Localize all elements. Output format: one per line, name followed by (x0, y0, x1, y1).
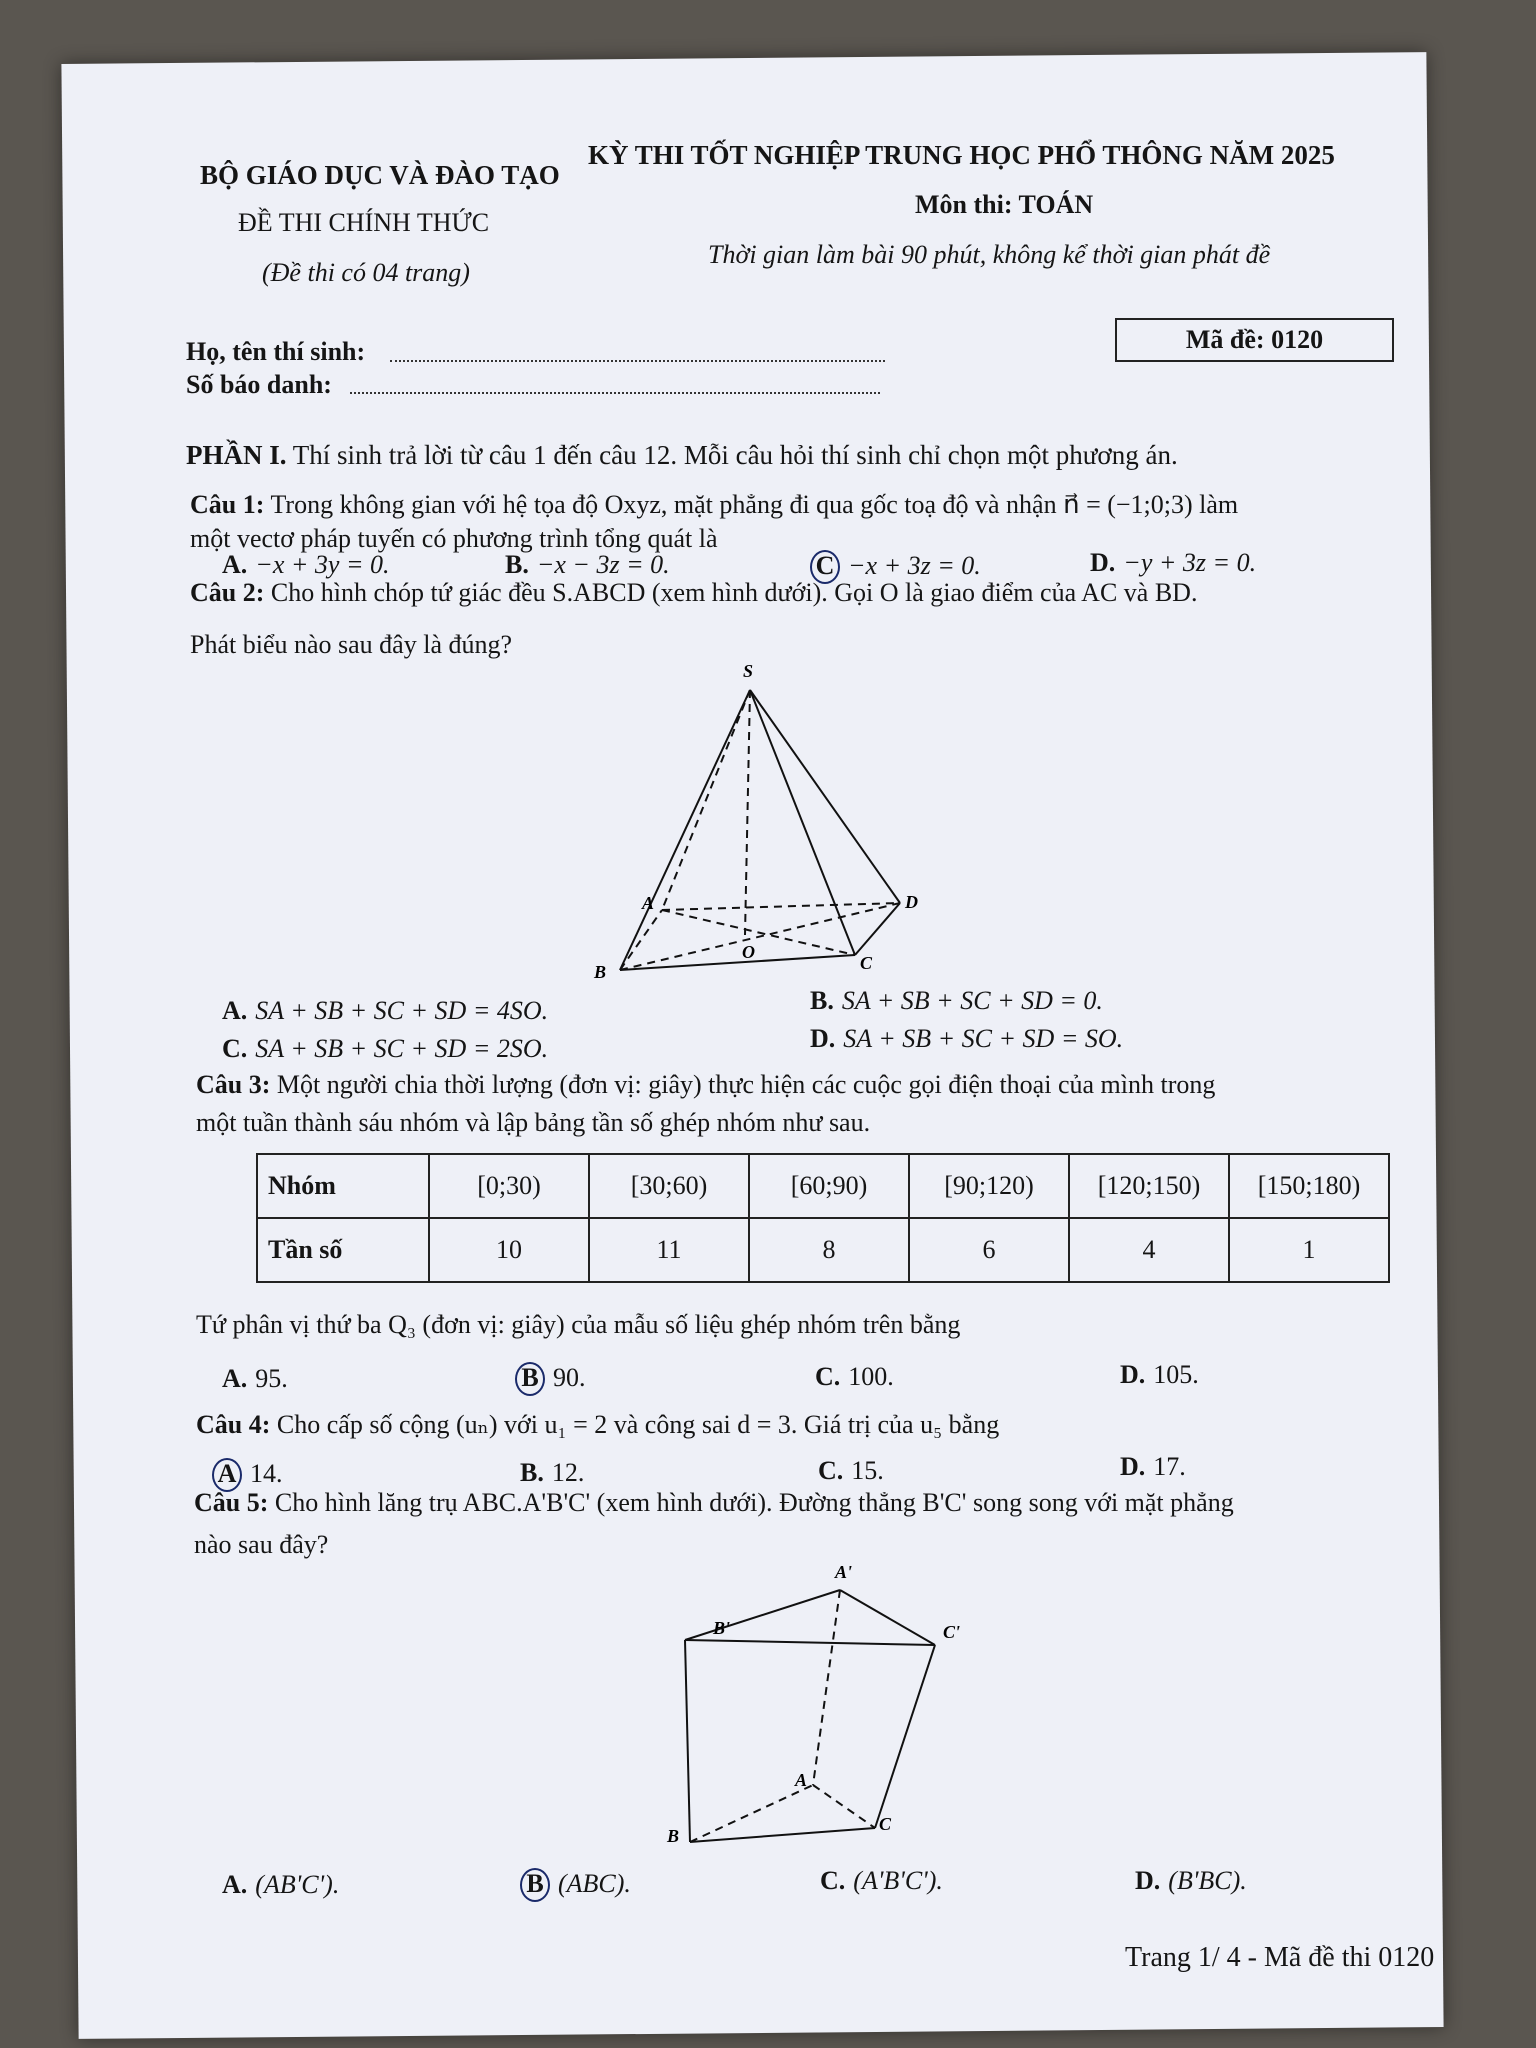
table-cell: 11 (589, 1218, 749, 1282)
q1-option-a[interactable]: A. −x + 3y = 0. (222, 550, 390, 579)
q2-option-a[interactable]: A. SA + SB + SC + SD = 4SO. (222, 996, 549, 1025)
pages-note: (Đề thi có 04 trang) (262, 258, 470, 287)
q5-option-c[interactable]: C. (A'B'C'). (820, 1866, 943, 1895)
label-O: O (742, 942, 755, 962)
q5-option-d[interactable]: D. (B'BC). (1135, 1866, 1247, 1895)
q1-text-line2: một vectơ pháp tuyến có phương trình tổng quát là (190, 524, 718, 553)
page-footer: Trang 1/ 4 - Mã đề thi 0120 (1125, 1942, 1435, 1973)
q2-label: Câu 2: (190, 578, 265, 607)
table-row-groups (257, 1154, 1389, 1218)
candidate-name-label: Họ, tên thí sinh: (186, 337, 366, 366)
q3-option-c[interactable]: C. 100. (815, 1362, 894, 1391)
official-label: ĐỀ THI CHÍNH THỨC (238, 208, 490, 237)
q1-option-b[interactable]: B. −x − 3z = 0. (505, 550, 670, 579)
q3-label: Câu 3: (196, 1070, 271, 1099)
q4-label: Câu 4: (196, 1410, 271, 1439)
table-cell: [30;60) (589, 1154, 749, 1218)
table-cell: [120;150) (1069, 1154, 1229, 1218)
subject-label: Môn thi: TOÁN (915, 190, 1094, 219)
prism-figure (655, 1560, 965, 1870)
q2-text-line2: Phát biểu nào sau đây là đúng? (190, 630, 513, 659)
table-cell: 8 (749, 1218, 909, 1282)
table-cell: [150;180) (1229, 1154, 1389, 1218)
candidate-name-line[interactable] (390, 360, 885, 362)
part1-instructions: Thí sinh trả lời từ câu 1 đến câu 12. Mỗi câu hỏi thí sinh chỉ chọn một phương án. (292, 440, 1178, 470)
q4-option-c[interactable]: C. 15. (818, 1456, 884, 1485)
table-head-frequency: Tần số (257, 1218, 429, 1282)
candidate-id-label: Số báo danh: (186, 370, 332, 399)
q4-option-b[interactable]: B. 12. (520, 1458, 585, 1487)
q3-option-b[interactable]: B 90. (515, 1362, 586, 1396)
q4-text: Cho cấp số cộng (uₙ) với u₁ = 2 và công sai d = 3. Giá trị của u₅ bằng (276, 1410, 1000, 1439)
table-cell: 6 (909, 1218, 1069, 1282)
label-B: B (594, 962, 607, 982)
q4-option-a[interactable]: A 14. (212, 1458, 283, 1492)
label-B2: B (667, 1826, 680, 1846)
q5-option-a[interactable]: A. (AB'C'). (222, 1870, 340, 1899)
q1-text-line1: Trong không gian với hệ tọa độ Oxyz, mặt phẳng đi qua gốc toạ độ và nhận n⃗ = (−1;0;3) làm (270, 490, 1239, 519)
table-cell: [0;30) (429, 1154, 589, 1218)
exam-title: KỲ THI TỐT NGHIỆP TRUNG HỌC PHỔ THÔNG NĂM 2025 (588, 140, 1335, 170)
table-cell: 1 (1229, 1218, 1389, 1282)
q3-text-line2: một tuần thành sáu nhóm và lập bảng tần số ghép nhóm như sau. (196, 1108, 871, 1137)
q3-marked-circle: B (515, 1362, 545, 1396)
label-A2: A (795, 1770, 808, 1790)
q5-marked-circle: B (520, 1868, 550, 1902)
candidate-id-line[interactable] (350, 392, 880, 394)
table-cell: [60;90) (749, 1154, 909, 1218)
table-head-group: Nhóm (257, 1154, 429, 1218)
q1-marked-circle: C (810, 550, 840, 584)
q3-line1 (196, 1070, 1215, 1100)
label-C: C (860, 953, 873, 973)
table-row-frequencies (257, 1218, 1389, 1282)
q2-option-c[interactable]: C. SA + SB + SC + SD = 2SO. (222, 1034, 549, 1063)
q5-text-line1: Cho hình lăng trụ ABC.A'B'C' (xem hình dưới). Đường thẳng B'C' song song với mặt phẳng (274, 1488, 1234, 1517)
q3-question: Tứ phân vị thứ ba Q₃ (đơn vị: giây) của mẫu số liệu ghép nhóm trên bằng (196, 1310, 961, 1339)
q3-text-line1: Một người chia thời lượng (đơn vị: giây) thực hiện các cuộc gọi điện thoại của mình trong (276, 1070, 1216, 1099)
q5-option-b[interactable]: B (ABC). (520, 1868, 631, 1902)
label-C1: C' (943, 1622, 961, 1642)
pyramid-figure (580, 655, 920, 985)
table-cell: 4 (1069, 1218, 1229, 1282)
q1-line1 (190, 490, 1238, 520)
q2-option-d[interactable]: D. SA + SB + SC + SD = SO. (810, 1024, 1124, 1053)
label-B1: B' (713, 1618, 731, 1638)
ministry-name: BỘ GIÁO DỤC VÀ ĐÀO TẠO (200, 160, 560, 190)
part1-title: PHẦN I. (186, 440, 287, 470)
q3-option-a[interactable]: A. 95. (222, 1364, 288, 1393)
time-note: Thời gian làm bài 90 phút, không kể thời gian phát đề (708, 240, 1271, 269)
q1-option-d[interactable]: D. −y + 3z = 0. (1090, 548, 1257, 577)
label-D: D (905, 892, 918, 912)
q1-option-c[interactable]: C −x + 3z = 0. (810, 550, 981, 584)
q4-marked-circle: A (212, 1458, 242, 1492)
label-A: A (642, 893, 655, 913)
q1-label: Câu 1: (190, 490, 265, 519)
label-A1: A' (835, 1562, 853, 1582)
q4-line (196, 1410, 999, 1440)
q5-label: Câu 5: (194, 1488, 269, 1517)
q3-option-d[interactable]: D. 105. (1120, 1360, 1199, 1389)
q2-option-b[interactable]: B. SA + SB + SC + SD = 0. (810, 986, 1103, 1015)
q2-line1 (190, 578, 1197, 608)
table-cell: 10 (429, 1218, 589, 1282)
exam-code-box: Mã đề: 0120 (1115, 318, 1394, 362)
part1-intro (186, 440, 1178, 470)
q4-option-d[interactable]: D. 17. (1120, 1452, 1186, 1481)
table-cell: [90;120) (909, 1154, 1069, 1218)
label-S: S (743, 661, 754, 681)
label-C2: C (879, 1814, 892, 1834)
q5-text-line2: nào sau đây? (194, 1530, 329, 1559)
q2-text-line1: Cho hình chóp tứ giác đều S.ABCD (xem hình dưới). Gọi O là giao điểm của AC và BD. (270, 578, 1198, 607)
q5-line1 (194, 1488, 1234, 1518)
frequency-table (256, 1153, 1390, 1283)
